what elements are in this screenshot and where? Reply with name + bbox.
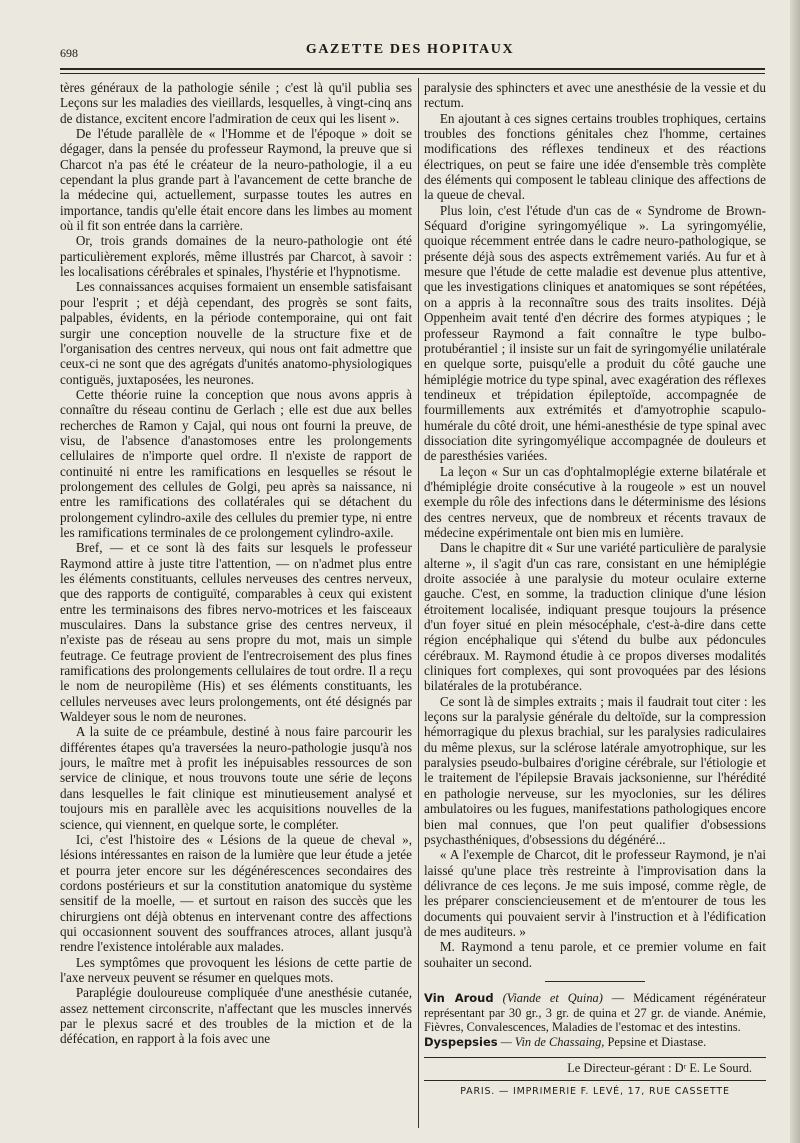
- paragraph: Dans le chapitre dit « Sur une variété particulière de paralysie alterne », il s'agit d'un cas rare, consistant en une hémiplégie droite associée à une paralysie du moteur oculaire externe gauche. C'est, en somme, la traduction clinique d'une lésion étroitement localisée, indiquant presque toujours la présence d'un foyer situé en plein mésocéphale, c'est-à-dire dans cette région encéphalique qui s'étend du bulbe aux pédoncules cérébraux. M. Raymond étudie à ce propos diverses modalités cliniques fort complexes, qui sont provoquées par des lésions bilatérales de la protubérance.: [424, 540, 766, 694]
- footer-rule-thin: [424, 1080, 766, 1081]
- paragraph: paralysie des sphincters et avec une anesthésie de la vessie et du rectum.: [424, 80, 766, 111]
- paragraph: Plus loin, c'est l'étude d'un cas de « Syndrome de Brown-Séquard d'origine syringomyélique ». La syringomyélie, quoique récemment entrée dans le cadre neuro-pathologique, se présente déjà sous des aspects extrêmement variés. Au fur et à mesure que l'étude de cette maladie est devenue plus attentive, que les investigations cliniques et anatomiques se sont répétées, on a appris à la reconnaître sous des traits insolites. Déjà Oppenheim avait tenté d'en décrire des formes atypiques ; le professeur Raymond a fait connaître le type bulbo-protubérantiel ; il insiste sur un fait de syringomyélie unilatérale en quelque sorte, puisqu'elle a produit du côté gauche une hémiplégie motrice du type spinal, avec exagération des réflexes tendineux et trépidation épileptoïde, accompagnée de fourmillements aux extrémités et d'amyotrophie scapulo-humérale du côté droit, une hémi-anesthésie de type spinal avec dissociation dite syringomyélique accompagnée de douleurs et de paresthésies variées.: [424, 202, 766, 464]
- paragraph: tères généraux de la pathologie sénile ; c'est là qu'il publia ses Leçons sur les maladies des vieillards, lesquelles, à vingt-cinq ans de distance, excitent encore l'admiration de ceux qui les lisent ».: [60, 80, 412, 126]
- ad-dyspepsies-sub: — Vin de Chassaing,: [497, 1034, 605, 1049]
- paragraph: En ajoutant à ces signes certains troubles trophiques, certains troubles des fonctions génitales chez l'homme, certaines modifications des réflexes tendineux et des réactions électriques, on peut se faire une idée d'ensemble très complète des éléments qui composent le tableau clinique des affections de la queue de cheval.: [424, 110, 766, 203]
- footer-rule: [424, 1057, 766, 1058]
- paragraph: Les connaissances acquises formaient un ensemble satisfaisant pour l'esprit ; et déjà cependant, des progrès se sont faits, palpables, évidents, en la période contemporaine, qui ont fait surgir une conception nouvelle de la structure fixe et de l'organisation des centres nerveux, qui nous ont fait admettre que ceux-ci ne sont que des agrégats d'unités anatomo-physiologiques contiguës, juxtaposées, les neurones.: [60, 279, 412, 387]
- journal-title: GAZETTE DES HOPITAUX: [305, 42, 515, 57]
- ad-vin-aroud: [424, 991, 766, 1035]
- paragraph: Cette théorie ruine la conception que nous avons appris à connaître du réseau continu de Gerlach ; elle est due aux belles recherches de Ramon y Cajal, qui nous ont fourni la preuve, de visu, de l'absence d'anastomoses entre les prolongements cellulaires de n'importe quel ordre. Il n'existe de rapport de continuité ni entre les ramifications en lesquelles se résout le prolongement des cellules de Golgi, peu après sa naissance, ni entre les ramifications des collatérales qui se détachent du prolongement cylindro-axile des cellules du premier type, ni entre les ramifications terminales de ce prolongement cylindro-axile.: [60, 386, 412, 540]
- printer-imprint: PARIS. — IMPRIMERIE F. LEVÉ, 17, RUE CASSETTE: [460, 1085, 730, 1097]
- left-column: [60, 80, 412, 1047]
- ad-dyspepsies-text: Pepsine et Diastase.: [604, 1034, 707, 1049]
- paragraph: Ce sont là de simples extraits ; mais il faudrait tout citer : les leçons sur la paralysie générale du deltoïde, sur la compression hémorragique du plexus brachial, sur les paralysies radiculaires du même plexus, sur la sclérose latérale amyotrophique, sur les paralysies pseudo-bulbaires d'origine cérébrale, sur l'étiologie et le traitement de l'épilepsie Bravais jacksonienne, sur l'hérédité en pathologie nerveuse, sur les myoclonies, sur les délires ambulatoires ou les fugues, manifestations pathologiques encore bien mal connues, que l'on peut qualifier d'obsessions psychasthéniques, d'obsessions du dégénéré...: [424, 693, 766, 847]
- page-edge: [790, 0, 800, 1143]
- paragraph: Paraplégie douloureuse compliquée d'une anesthésie cutanée, assez nettement circonscrite, n'affectant que les muscles innervés par le plexus sacré et des troubles de la miction et de la défécation, en rapport à la fois avec une: [60, 985, 412, 1047]
- paragraph: Or, trois grands domaines de la neuro-pathologie ont été particulièrement explorés, même illustrés par Charcot, à savoir : les localisations cérébrales et spinales, l'hystérie et l'hypnotisme.: [60, 233, 412, 280]
- advertisement-rule: [545, 981, 645, 982]
- paragraph: De l'étude parallèle de « l'Homme et de l'époque » doit se dégager, dans la pensée du professeur Raymond, la preuve que si Charcot n'a pas été le créateur de la neuro-pathologie, il a eu cependant la plus grande part à l'avancement de cette branche de la médecine qui, actuellement, surpasse toutes les autres en importance, tandis qu'elle était encore dans les limbes au moment où il fit son entrée dans la carrière.: [60, 126, 412, 234]
- header-rule: [60, 68, 765, 70]
- paragraph: La leçon « Sur un cas d'ophtalmoplégie externe bilatérale et d'hémiplégie droite consécutive à la rougeole » est un nouvel exemple du rôle des infections dans le déterminisme des lésions des centres nerveux, que de nombreux et récents travaux de médecine expérimentale ont bien mis en lumière.: [424, 463, 766, 540]
- paragraph: Les symptômes que provoquent les lésions de cette partie de l'axe nerveux peuvent se résumer en quelques mots.: [60, 954, 412, 985]
- ad-vin-text: — Médicament régénérateur représentant par 30 gr., 3 gr. de quina et 27 gr. de viande. Anémie, Fièvres, Convalescences, Maladies de l'estomac et des intestins.: [424, 990, 766, 1035]
- paragraph: « A l'exemple de Charcot, dit le professeur Raymond, je n'ai laissé qu'une place très restreinte à l'improvisation dans la délivrance de ces leçons. Je me suis imposé, comme règle, de les préparer consciencieusement et de m'entourer de tous les documents qui pouvaient servir à l'instruction et à l'édification de mes auditeurs. »: [424, 847, 766, 939]
- ad-dyspepsies-title: Dyspepsies: [424, 1034, 498, 1049]
- ad-vin-sub: (Viande et Quina): [502, 990, 603, 1005]
- page-header: [60, 38, 760, 64]
- paragraph: M. Raymond a tenu parole, et ce premier volume en fait souhaiter un second.: [424, 939, 766, 970]
- director-signature: Le Directeur-gérant : Dʳ E. Le Sourd.: [567, 1061, 752, 1076]
- ad-vin-title: Vin Aroud: [424, 990, 494, 1005]
- paragraph: A la suite de ce préambule, destiné à nous faire parcourir les différentes étapes qu'a traversées la neuro-pathologie jusqu'à nos jours, le maître met à profit les inépuisables ressources de son service de clinique, et nous trouvons toute une série de leçons dans lesquelles le fait clinique est minutieusement analysé et toujours mis en parallèle avec les acquisitions nouvelles de la science, qui viennent, en quelque sorte, le compléter.: [60, 724, 412, 832]
- paragraph: Bref, — et ce sont là des faits sur lesquels le professeur Raymond attire à juste titre l'attention, — on n'admet plus entre les éléments constituants, cellules nerveuses des centres nerveux, que des rapports de contiguïté, comparables à ceux qui existent entre les terminaisons des fibres nervo-motrices et les faisceaux musculaires. Dans la substance grise des centres nerveux, il n'existe pas de réseau au sens propre du mot, mais un simple feutrage. Ce feutrage provient de l'entrecroisement des plus fines ramifications des prolongements cellulaires de tout ordre. Il a reçu le nom de neuropilème (His) et ses éléments constituants, les cellules nerveuses avec leurs prolongements, ont été désignés par Waldeyer sous le nom de neurones.: [60, 540, 412, 725]
- ad-dyspepsies: [424, 1035, 766, 1050]
- column-divider: [418, 78, 419, 1128]
- header-rule-thin: [60, 73, 765, 74]
- paragraph: Ici, c'est l'histoire des « Lésions de la queue de cheval », lésions intéressantes en raison de la lumière que leur étude a jetée et pourra jeter encore sur les dégénérescences secondaires des cordons postérieurs et sur la constitution anatomique du système sensitif de la moelle, — et surtout en raison des succès que les chirurgiens ont déjà obtenus en intervenant contre des affections qui occasionnent souvent des souffrances atroces, allant jusqu'à rendre l'existence intolérable aux malades.: [60, 831, 412, 955]
- advertisement: [424, 991, 766, 1049]
- right-column: [424, 80, 766, 1099]
- page-number: 698: [60, 46, 78, 60]
